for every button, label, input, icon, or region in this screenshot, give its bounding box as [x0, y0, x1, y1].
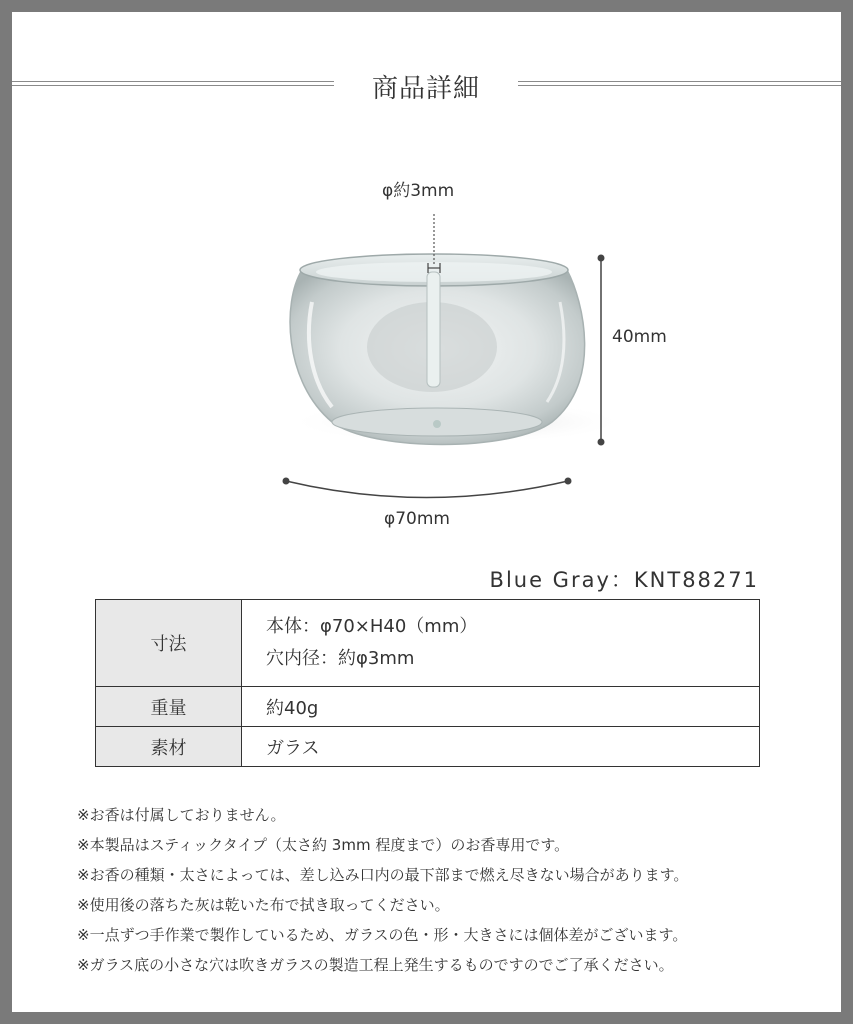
header-rule-left: [12, 81, 334, 86]
note-item: ※本製品はスティックタイプ（太さ約 3mm 程度まで）のお香専用です。: [77, 836, 570, 854]
spec-label-material: 素材: [96, 727, 242, 767]
spec-label-weight: 重量: [96, 687, 242, 727]
product-image: [12, 152, 841, 512]
page-frame: [12, 12, 841, 1012]
height-label: 40mm: [612, 327, 667, 347]
spec-table: [95, 599, 760, 767]
spec-row-weight: [96, 687, 760, 727]
glass-hole-tube: [427, 272, 440, 387]
hole-diameter-label: φ約3mm: [382, 181, 455, 201]
note-item: ※お香の種類・太さによっては、差し込み口内の最下部まで燃え尽きない場合があります。: [77, 866, 689, 884]
note-item: ※ガラス底の小さな穴は吹きガラスの製造工程上発生するものですのでご了承ください。: [77, 956, 674, 974]
spec-row-material: [96, 727, 760, 767]
color-code: Blue Gray：KNT88271: [489, 568, 759, 592]
notes-list: [77, 800, 688, 980]
width-dim-arc: [286, 481, 568, 498]
spec-size-line-2: 穴内径：約φ3mm: [266, 648, 415, 669]
spec-size-line-1: 本体：φ70×H40（mm）: [266, 616, 478, 637]
spec-row-size: [96, 600, 760, 687]
spec-value-weight: 約40g: [242, 687, 760, 727]
note-item: ※お香は付属しておりません。: [77, 806, 286, 824]
spec-value-size: [242, 600, 760, 687]
spec-label-size: 寸法: [96, 600, 242, 687]
header-rule-right: [518, 81, 841, 86]
note-item: ※一点ずつ手作業で製作しているため、ガラスの色・形・大きさには個体差がございます。: [77, 926, 688, 944]
note-item: ※使用後の落ちた灰は乾いた布で拭き取ってください。: [77, 896, 450, 914]
section-title: 商品詳細: [371, 74, 480, 104]
spec-value-material: ガラス: [242, 727, 760, 767]
width-label: φ70mm: [384, 509, 450, 529]
